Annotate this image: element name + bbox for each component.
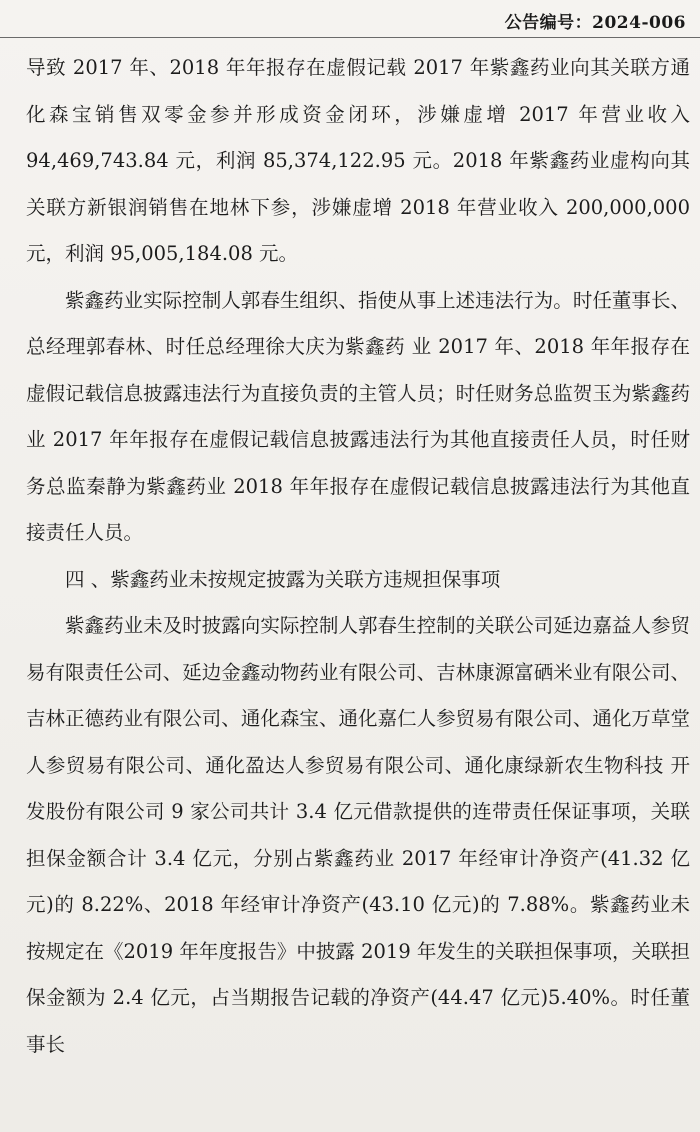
paragraph-false-records: 导致 2017 年、2018 年年报存在虚假记载 2017 年紫鑫药业向其关联方通化森宝销售双零金参并形成资金闭环，涉嫌虚增 2017 年营业收入 94,469,743.84 元，利润 85,374,122.95 元。2018 年紫鑫药业虚构向其关联方新银润销售在地林下参，涉嫌虚增 2018 年营业收入 200,000,000 元，利润 95,005,184.08 元。 [26,56,690,265]
paragraph-responsible-persons: 紫鑫药业实际控制人郭春生组织、指使从事上述违法行为。时任董事长、总经理郭春林、时任总经理徐大庆为紫鑫药 业 2017 年、2018 年年报存在虚假记载信息披露违法行为直接负责的主管人员；时任财务总监贺玉为紫鑫药业 2017 年年报存在虚假记载信息披露违法行为其他直接责任人员，时任财务总监秦静为紫鑫药业 2018 年年报存在虚假记载信息披露违法行为其他直接责任人员。 [26,288,690,544]
notice-number: 公告编号：2024-006 [504,13,686,33]
document-body [26,45,690,1068]
section-four-heading: 四 、紫鑫药业未按规定披露为关联方违规担保事项 [65,567,501,591]
paragraph-related-guarantee: 紫鑫药业未及时披露向实际控制人郭春生控制的关联公司延边嘉益人参贸易有限责任公司、延边金鑫动物药业有限公司、吉林康源富硒米业有限公司、吉林正德药业有限公司、通化森宝、通化嘉仁人参贸易有限公司、通化万草堂人参贸易有限公司、通化盈达人参贸易有限公司、通化康绿新农生物科技 开发股份有限公司 9 家公司共计 3.4 亿元借款提供的连带责任保证事项，关联担保金额合计 3.4 亿元，分别占紫鑫药业 2017 年经审计净资产(41.32 亿元)的 8.22%、2018 年经审计净资产(43.10 亿元)的 7.88%。紫鑫药业未按规定在《2019 年年度报告》中披露 2019 年发生的关联担保事项，关联担保金额为 2.4 亿元，占当期报告记载的净资产(44.47 亿元)5.40%。时任董事长 [26,614,690,1056]
header-divider [0,37,700,38]
